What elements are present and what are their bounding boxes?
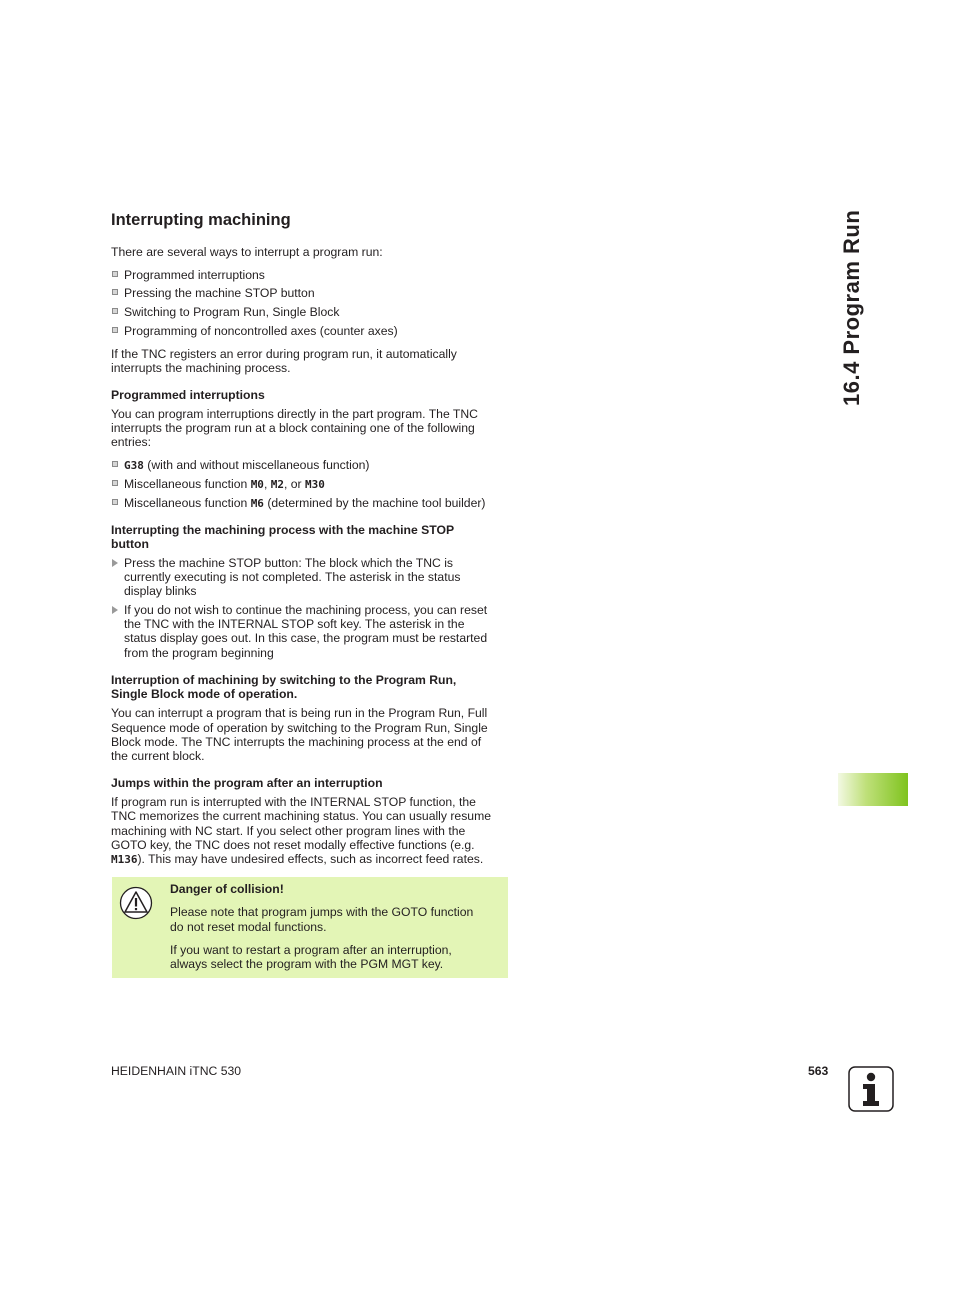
- item-text: ,: [263, 477, 271, 491]
- list-item: Pressing the machine STOP button: [124, 286, 315, 300]
- single-block-line: the current block.: [111, 749, 205, 763]
- step-triangle-icon: [112, 559, 118, 567]
- step-line: currently executing is not completed. The asterisk in the status: [124, 570, 461, 584]
- jumps-heading: Jumps within the program after an interruption: [111, 776, 383, 790]
- item-text: (with and without miscellaneous function): [143, 458, 370, 472]
- warning-line: do not reset modal functions.: [170, 920, 327, 934]
- code-g38: G38: [124, 459, 144, 472]
- jumps-line: GOTO key, the TNC does not reset modally effective functions (e.g.: [111, 838, 475, 852]
- warning-line: If you want to restart a program after an interruption,: [170, 943, 452, 957]
- list-item: Switching to Program Run, Single Block: [124, 305, 340, 319]
- single-block-heading: Single Block mode of operation.: [111, 687, 298, 701]
- warning-triangle-icon: [119, 886, 153, 920]
- footer-product: HEIDENHAIN iTNC 530: [111, 1064, 242, 1078]
- item-text: Miscellaneous function: [124, 496, 251, 510]
- list-item: [124, 477, 514, 492]
- single-block-line: You can interrupt a program that is being run in the Program Run, Full: [111, 706, 488, 720]
- error-text-line: interrupts the machining process.: [111, 361, 291, 375]
- code-m0: M0: [250, 478, 264, 491]
- code-m6: M6: [250, 497, 264, 510]
- stop-heading: Interrupting the machining process with the machine STOP: [111, 523, 455, 537]
- jumps-line: TNC memorizes the current machining status. You can usually resume: [111, 809, 492, 823]
- list-item: [124, 458, 514, 473]
- warning-title: Danger of collision!: [170, 882, 284, 896]
- list-item: Programming of noncontrolled axes (counter axes): [124, 324, 398, 338]
- step-line: display blinks: [124, 584, 197, 598]
- step-line: If you do not wish to continue the machining process, you can reset: [124, 603, 488, 617]
- bullet-square-icon: [111, 477, 120, 486]
- code-m136: M136: [111, 853, 138, 866]
- single-block-line: Sequence mode of operation by switching to the Program Run, Single: [111, 721, 488, 735]
- step-line: Press the machine STOP button: The block which the TNC is: [124, 556, 453, 570]
- jumps-line: [111, 852, 511, 867]
- warning-line: always select the program with the PGM MGT key.: [170, 957, 444, 971]
- warning-line: Please note that program jumps with the GOTO function: [170, 905, 474, 919]
- bullet-square-icon: [111, 305, 120, 314]
- list-item: [124, 496, 514, 511]
- bullet-square-icon: [111, 324, 120, 333]
- bullet-square-icon: [111, 268, 120, 277]
- item-text: (determined by the machine tool builder): [263, 496, 486, 510]
- intro-text: There are several ways to interrupt a program run:: [111, 245, 383, 259]
- jumps-text: ). This may have undesired effects, such as incorrect feed rates.: [137, 852, 484, 866]
- info-icon: [848, 1066, 894, 1112]
- section-title: Interrupting machining: [111, 211, 291, 229]
- programmed-text-line: interrupts the program run at a block containing one of the following: [111, 421, 475, 435]
- single-block-heading: Interruption of machining by switching to the Program Run,: [111, 673, 457, 687]
- item-text: , or: [283, 477, 305, 491]
- stop-heading: button: [111, 537, 149, 551]
- side-chapter-title: 16.4 Program Run: [839, 209, 864, 406]
- chapter-tab-marker: [838, 773, 908, 806]
- code-m30: M30: [304, 478, 325, 491]
- step-line: from the program beginning: [124, 646, 274, 660]
- bullet-square-icon: [111, 286, 120, 295]
- programmed-text-line: entries:: [111, 435, 151, 449]
- single-block-line: Block mode. The TNC interrupts the machining process at the end of: [111, 735, 482, 749]
- bullet-square-icon: [111, 496, 120, 505]
- list-item: Programmed interruptions: [124, 268, 265, 282]
- error-text-line: If the TNC registers an error during program run, it automatically: [111, 347, 457, 361]
- item-text: Miscellaneous function: [124, 477, 251, 491]
- jumps-line: machining with NC start. If you select other program lines with the: [111, 824, 466, 838]
- step-triangle-icon: [112, 606, 118, 614]
- step-line: the TNC with the INTERNAL STOP soft key. The asterisk in the: [124, 617, 465, 631]
- bullet-square-icon: [111, 458, 120, 467]
- code-m2: M2: [270, 478, 284, 491]
- programmed-heading: Programmed interruptions: [111, 388, 265, 402]
- programmed-text-line: You can program interruptions directly in the part program. The TNC: [111, 407, 478, 421]
- jumps-line: If program run is interrupted with the INTERNAL STOP function, the: [111, 795, 476, 809]
- page-number: 563: [808, 1064, 829, 1078]
- step-line: status display goes out. In this case, the program must be restarted: [124, 631, 488, 645]
